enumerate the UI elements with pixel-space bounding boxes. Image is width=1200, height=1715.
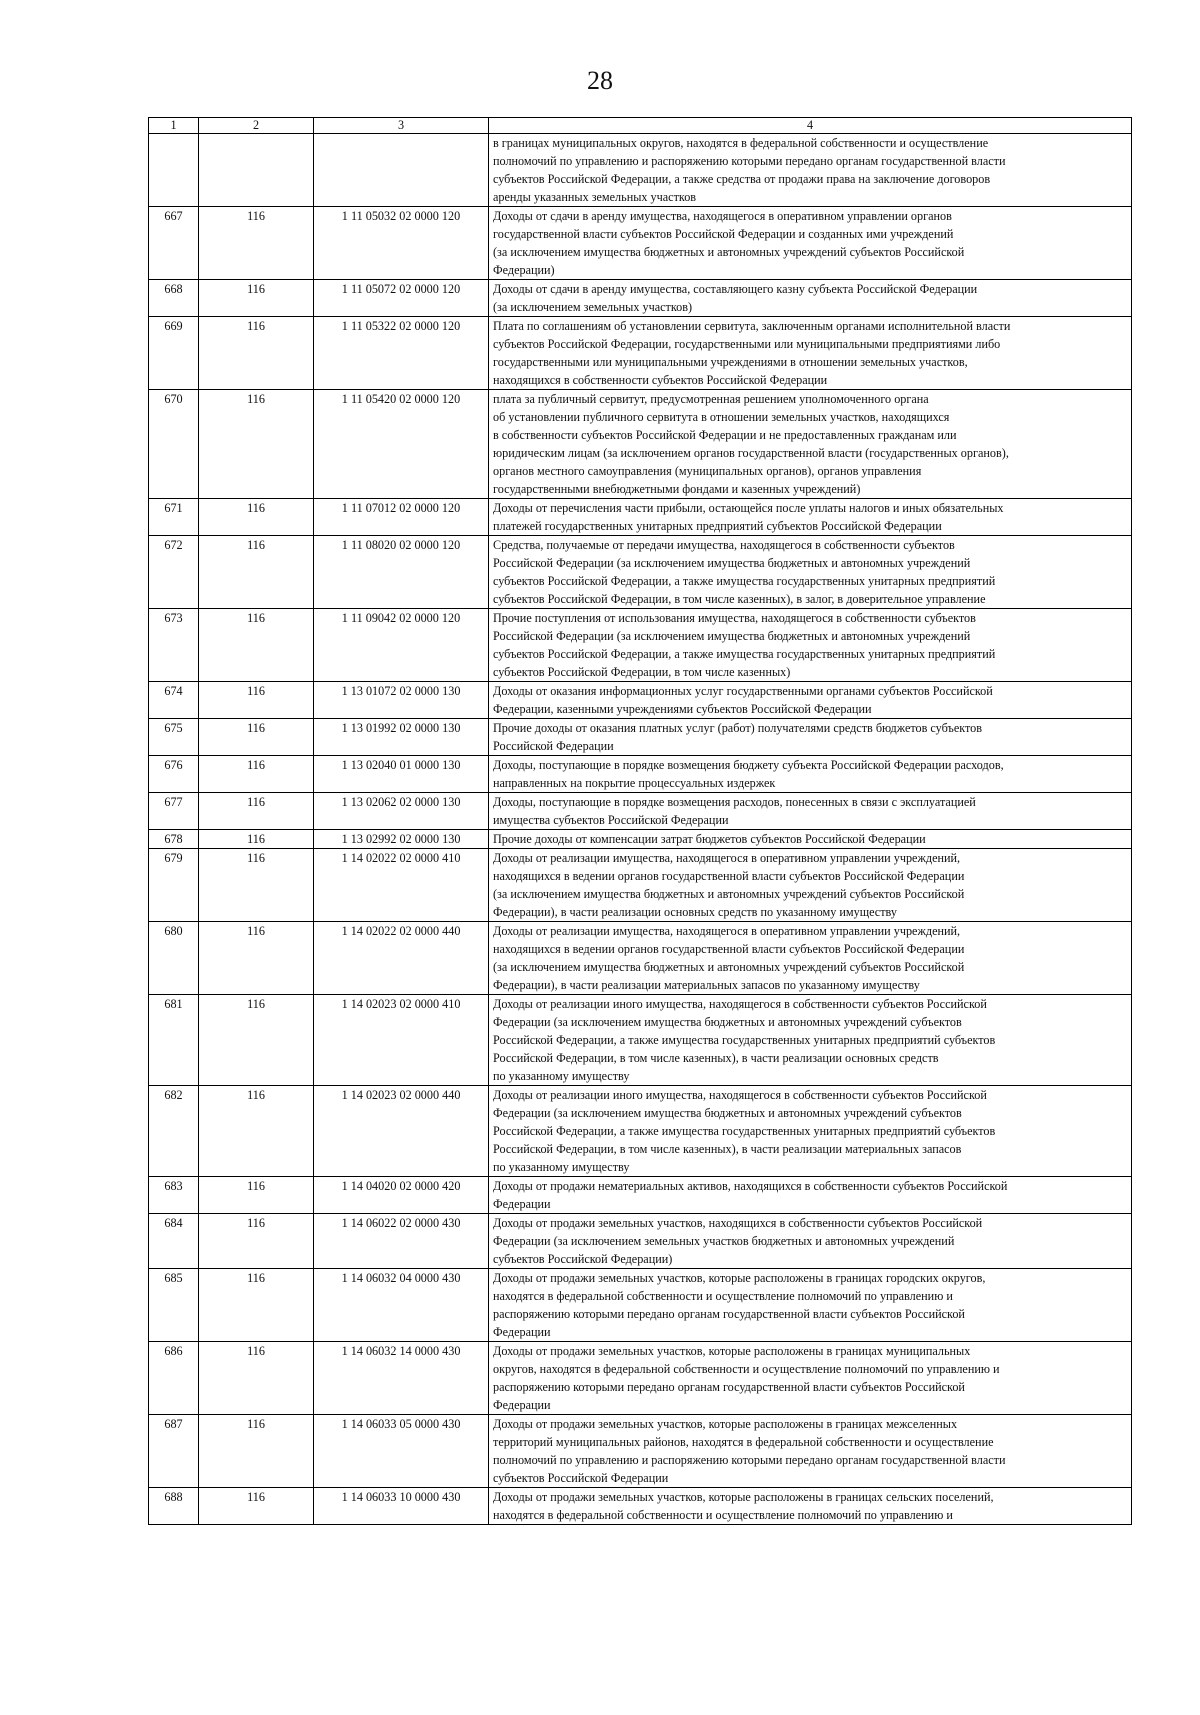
table-row: [149, 849, 1132, 922]
budget-classification-code: 1 14 06033 05 0000 430: [314, 1415, 489, 1488]
column-header-4: 4: [489, 118, 1132, 134]
table-row: [149, 207, 1132, 280]
table-row: [149, 1177, 1132, 1214]
budget-classification-code: 1 11 05032 02 0000 120: [314, 207, 489, 280]
column-header-1: 1: [149, 118, 199, 134]
admin-code: 116: [199, 499, 314, 536]
budget-classification-code: 1 14 06032 14 0000 430: [314, 1342, 489, 1415]
empty-cell: [314, 134, 489, 207]
row-number: 680: [149, 922, 199, 995]
row-number: 688: [149, 1488, 199, 1525]
revenue-description: Средства, получаемые от передачи имущества, находящегося в собственности субъектов Российской Федерации (за исключением имущества бюджетных и автономных учреждений субъектов Российской Федерации, а также имущества государственных унитарных предприятий субъектов Российской Федерации, в том числе казенных), в залог, в доверительное управление: [489, 536, 1132, 609]
row-number: 673: [149, 609, 199, 682]
revenue-description: Доходы от оказания информационных услуг государственными органами субъектов Российской Федерации, казенными учреждениями субъектов Российской Федерации: [489, 682, 1132, 719]
revenue-description: Прочие доходы от оказания платных услуг (работ) получателями средств бюджетов субъектов Российской Федерации: [489, 719, 1132, 756]
admin-code: 116: [199, 1269, 314, 1342]
admin-code: 116: [199, 280, 314, 317]
revenue-description: Доходы от продажи земельных участков, которые расположены в границах муниципальных округов, находятся в федеральной собственности и осуществление полномочий по управлению и распоряжению которыми передано органам государственной власти субъектов Российской Федерации: [489, 1342, 1132, 1415]
budget-classification-code: 1 13 01072 02 0000 130: [314, 682, 489, 719]
row-number: 674: [149, 682, 199, 719]
admin-code: 116: [199, 682, 314, 719]
budget-classification-code: 1 13 02040 01 0000 130: [314, 756, 489, 793]
continuation-text: в границах муниципальных округов, находятся в федеральной собственности и осуществление полномочий по управлению и распоряжению которыми передано органам государственной власти субъектов Российской Федерации, а также средства от продажи права на заключение договоров аренды указанных земельных участков: [489, 134, 1132, 207]
table-row: [149, 499, 1132, 536]
row-number: 681: [149, 995, 199, 1086]
revenue-description: Прочие доходы от компенсации затрат бюджетов субъектов Российской Федерации: [489, 830, 1132, 849]
budget-classification-code: 1 11 07012 02 0000 120: [314, 499, 489, 536]
admin-code: 116: [199, 207, 314, 280]
column-header-2: 2: [199, 118, 314, 134]
revenue-codes-table: [148, 117, 1132, 1525]
row-number: 667: [149, 207, 199, 280]
admin-code: 116: [199, 719, 314, 756]
revenue-description: Прочие поступления от использования имущества, находящегося в собственности субъектов Российской Федерации (за исключением имущества бюджетных и автономных учреждений субъектов Российской Федерации, а также имущества государственных унитарных предприятий субъектов Российской Федерации, в том числе казенных): [489, 609, 1132, 682]
table-row: [149, 1342, 1132, 1415]
admin-code: 116: [199, 793, 314, 830]
table-row: [149, 1214, 1132, 1269]
admin-code: 116: [199, 830, 314, 849]
admin-code: 116: [199, 1086, 314, 1177]
table-row: [149, 280, 1132, 317]
admin-code: 116: [199, 1214, 314, 1269]
row-number: 682: [149, 1086, 199, 1177]
budget-classification-code: 1 14 02022 02 0000 440: [314, 922, 489, 995]
budget-classification-code: 1 13 01992 02 0000 130: [314, 719, 489, 756]
table-body: [149, 134, 1132, 1525]
budget-classification-code: 1 14 06022 02 0000 430: [314, 1214, 489, 1269]
revenue-description: Доходы от продажи земельных участков, находящихся в собственности субъектов Российской Федерации (за исключением земельных участков бюджетных и автономных учреждений субъектов Российской Федерации): [489, 1214, 1132, 1269]
revenue-description: Доходы от реализации имущества, находящегося в оперативном управлении учреждений, находящихся в ведении органов государственной власти субъектов Российской Федерации (за исключением имущества бюджетных и автономных учреждений субъектов Российской Федерации), в части реализации основных средств по указанному имуществу: [489, 849, 1132, 922]
admin-code: 116: [199, 1488, 314, 1525]
row-number: 676: [149, 756, 199, 793]
table-row: [149, 536, 1132, 609]
row-number: 678: [149, 830, 199, 849]
admin-code: 116: [199, 609, 314, 682]
column-header-3: 3: [314, 118, 489, 134]
table-row: [149, 793, 1132, 830]
row-number: 687: [149, 1415, 199, 1488]
budget-classification-code: 1 13 02992 02 0000 130: [314, 830, 489, 849]
row-number: 683: [149, 1177, 199, 1214]
revenue-description: Доходы от сдачи в аренду имущества, находящегося в оперативном управлении органов государственной власти субъектов Российской Федерации и созданных ими учреждений (за исключением имущества бюджетных и автономных учреждений субъектов Российской Федерации): [489, 207, 1132, 280]
row-number: 669: [149, 317, 199, 390]
row-number: 686: [149, 1342, 199, 1415]
budget-classification-code: 1 14 02023 02 0000 440: [314, 1086, 489, 1177]
revenue-description: Плата по соглашениям об установлении сервитута, заключенным органами исполнительной власти субъектов Российской Федерации, государственными или муниципальными предприятиями либо государственными или муниципальными учреждениями в отношении земельных участков, находящихся в собственности субъектов Российской Федерации: [489, 317, 1132, 390]
revenue-description: Доходы от перечисления части прибыли, остающейся после уплаты налогов и иных обязательных платежей государственных унитарных предприятий субъектов Российской Федерации: [489, 499, 1132, 536]
budget-classification-code: 1 11 05420 02 0000 120: [314, 390, 489, 499]
row-number: 672: [149, 536, 199, 609]
row-number: 677: [149, 793, 199, 830]
revenue-description: плата за публичный сервитут, предусмотренная решением уполномоченного органа об установлении публичного сервитута в отношении земельных участков, находящихся в собственности субъектов Российской Федерации и не предоставленных гражданам или юридическим лицам (за исключением органов государственной власти (государственных органов), органов местного самоуправления (муниципальных органов), органов управления государственными внебюджетными фондами и казенных учреждений): [489, 390, 1132, 499]
revenue-description: Доходы, поступающие в порядке возмещения расходов, понесенных в связи с эксплуатацией имущества субъектов Российской Федерации: [489, 793, 1132, 830]
empty-cell: [149, 134, 199, 207]
admin-code: 116: [199, 922, 314, 995]
empty-cell: [199, 134, 314, 207]
admin-code: 116: [199, 1415, 314, 1488]
budget-classification-code: 1 13 02062 02 0000 130: [314, 793, 489, 830]
table-row: [149, 682, 1132, 719]
row-number: 671: [149, 499, 199, 536]
admin-code: 116: [199, 1342, 314, 1415]
table-header: [149, 118, 1132, 134]
budget-classification-code: 1 11 05322 02 0000 120: [314, 317, 489, 390]
revenue-description: Доходы от продажи земельных участков, которые расположены в границах межселенных территорий муниципальных районов, находятся в федеральной собственности и осуществление полномочий по управлению и распоряжению которыми передано органам государственной власти субъектов Российской Федерации: [489, 1415, 1132, 1488]
revenue-description: Доходы от продажи земельных участков, которые расположены в границах сельских поселений, находятся в федеральной собственности и осуществление полномочий по управлению и: [489, 1488, 1132, 1525]
admin-code: 116: [199, 849, 314, 922]
row-number: 675: [149, 719, 199, 756]
revenue-description: Доходы от продажи нематериальных активов, находящихся в собственности субъектов Российской Федерации: [489, 1177, 1132, 1214]
table-row: [149, 1415, 1132, 1488]
admin-code: 116: [199, 390, 314, 499]
header-row: [149, 118, 1132, 134]
table-row: [149, 1488, 1132, 1525]
table-row: [149, 1269, 1132, 1342]
budget-classification-code: 1 14 06033 10 0000 430: [314, 1488, 489, 1525]
table-row: [149, 922, 1132, 995]
row-number: 685: [149, 1269, 199, 1342]
row-number: 679: [149, 849, 199, 922]
table-row: [149, 995, 1132, 1086]
admin-code: 116: [199, 1177, 314, 1214]
revenue-description: Доходы от продажи земельных участков, которые расположены в границах городских округов, находятся в федеральной собственности и осуществление полномочий по управлению и распоряжению которыми передано органам государственной власти субъектов Российской Федерации: [489, 1269, 1132, 1342]
admin-code: 116: [199, 756, 314, 793]
table-row: [149, 1086, 1132, 1177]
budget-classification-code: 1 14 06032 04 0000 430: [314, 1269, 489, 1342]
admin-code: 116: [199, 536, 314, 609]
page-number: 28: [587, 66, 613, 95]
row-number: 670: [149, 390, 199, 499]
table-row: [149, 390, 1132, 499]
revenue-description: Доходы от реализации имущества, находящегося в оперативном управлении учреждений, находящихся в ведении органов государственной власти субъектов Российской Федерации (за исключением имущества бюджетных и автономных учреждений субъектов Российской Федерации), в части реализации материальных запасов по указанному имуществу: [489, 922, 1132, 995]
budget-classification-code: 1 11 08020 02 0000 120: [314, 536, 489, 609]
revenue-description: Доходы от сдачи в аренду имущества, составляющего казну субъекта Российской Федерации (за исключением земельных участков): [489, 280, 1132, 317]
table-row: [149, 609, 1132, 682]
revenue-description: Доходы, поступающие в порядке возмещения бюджету субъекта Российской Федерации расходов, направленных на покрытие процессуальных издержек: [489, 756, 1132, 793]
table-row: [149, 719, 1132, 756]
table-row: [149, 317, 1132, 390]
revenue-description: Доходы от реализации иного имущества, находящегося в собственности субъектов Российской Федерации (за исключением имущества бюджетных и автономных учреждений субъектов Российской Федерации, а также имущества государственных унитарных предприятий субъектов Российской Федерации, в том числе казенных), в части реализации материальных запасов по указанному имуществу: [489, 1086, 1132, 1177]
table-row: [149, 756, 1132, 793]
budget-classification-code: 1 11 05072 02 0000 120: [314, 280, 489, 317]
row-number: 668: [149, 280, 199, 317]
budget-classification-code: 1 14 04020 02 0000 420: [314, 1177, 489, 1214]
revenue-description: Доходы от реализации иного имущества, находящегося в собственности субъектов Российской Федерации (за исключением имущества бюджетных и автономных учреждений субъектов Российской Федерации, а также имущества государственных унитарных предприятий субъектов Российской Федерации, в том числе казенных), в части реализации основных средств по указанному имуществу: [489, 995, 1132, 1086]
budget-classification-code: 1 14 02022 02 0000 410: [314, 849, 489, 922]
budget-classification-code: 1 14 02023 02 0000 410: [314, 995, 489, 1086]
admin-code: 116: [199, 317, 314, 390]
table-row: [149, 830, 1132, 849]
budget-classification-code: 1 11 09042 02 0000 120: [314, 609, 489, 682]
continuation-row: [149, 134, 1132, 207]
row-number: 684: [149, 1214, 199, 1269]
admin-code: 116: [199, 995, 314, 1086]
